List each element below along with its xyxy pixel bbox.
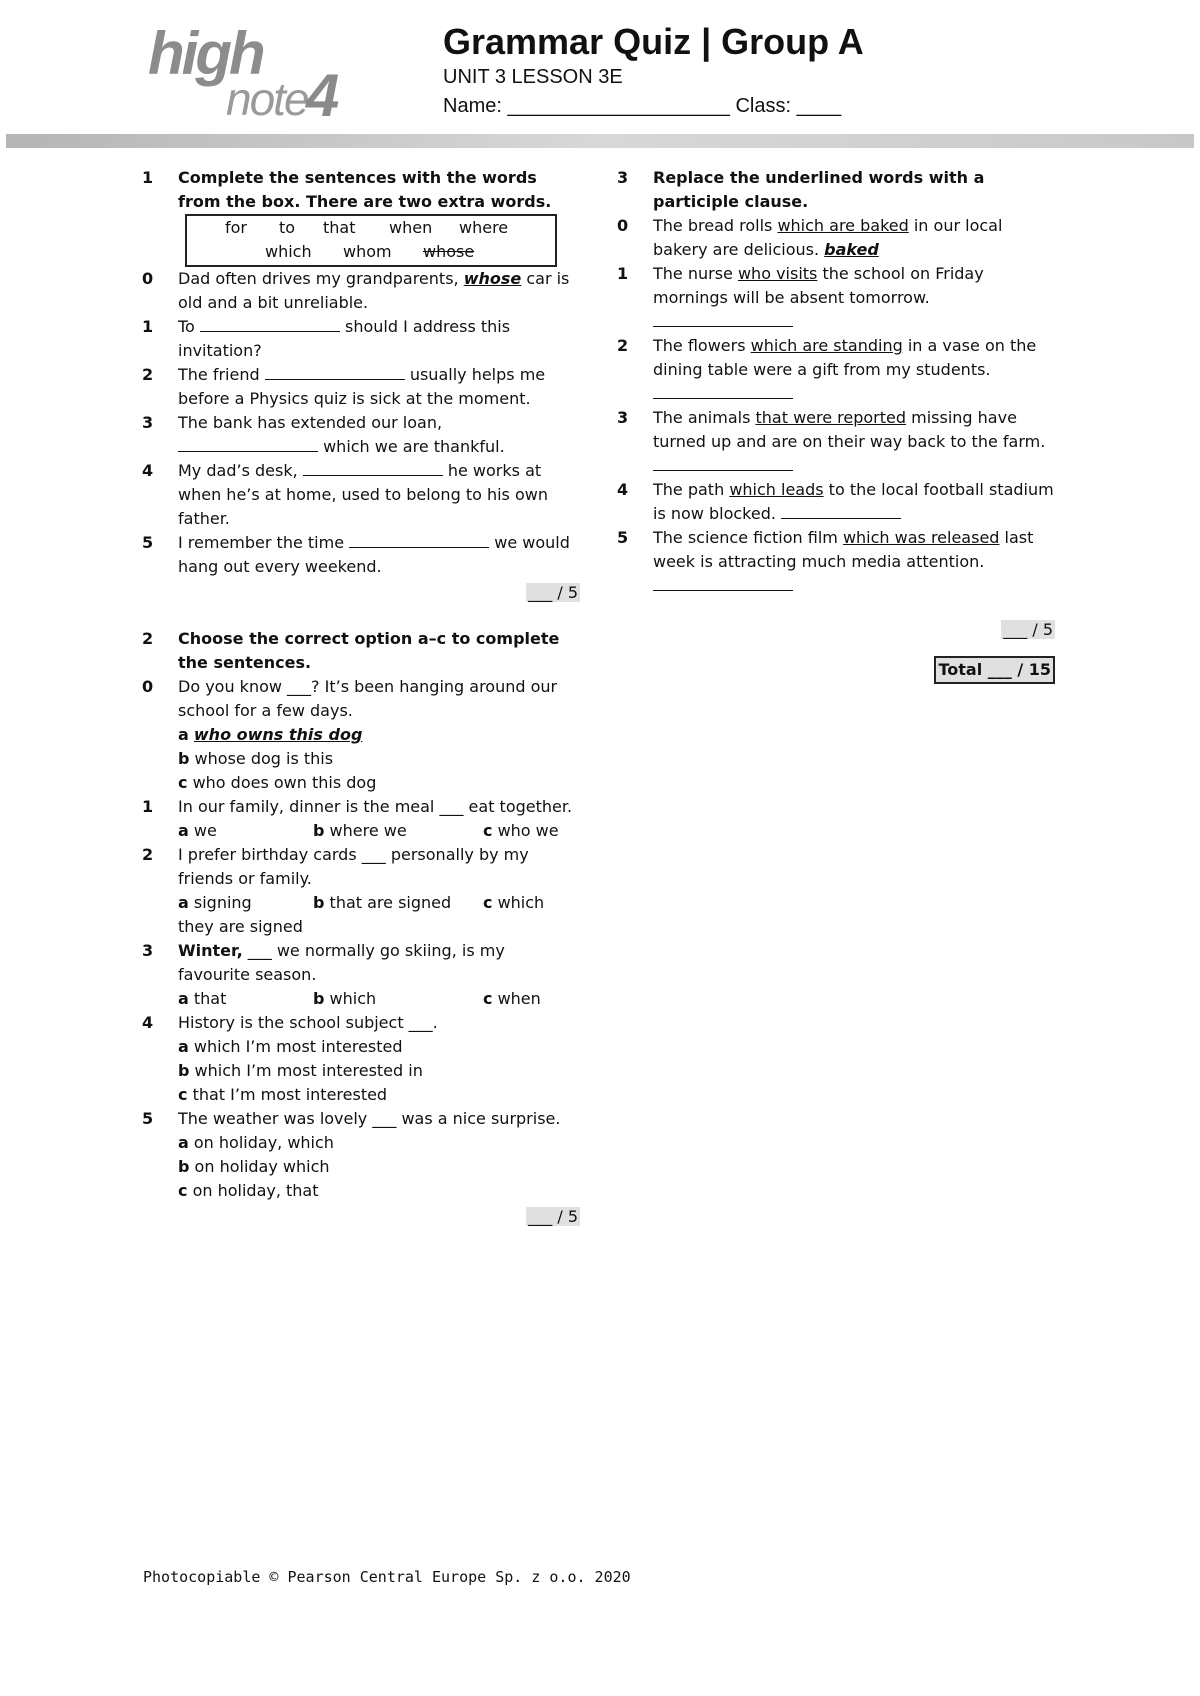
word-box: [185, 214, 557, 267]
option-a[interactable]: a signing: [178, 893, 252, 912]
list-item: 0 Do you know ___? It’s been hanging around our school for a few days. a who owns this dog b whose dog is this c who does own this dog: [142, 677, 558, 792]
list-item: 0 Dad often drives my grandparents, whose car is old and a bit unreliable.: [142, 269, 570, 312]
option-b[interactable]: b which I’m most interested in: [178, 1061, 423, 1080]
option-b[interactable]: b which: [313, 989, 377, 1008]
section-number: 2: [142, 629, 154, 648]
unit-label: UNIT 3 LESSON 3E: [443, 66, 623, 88]
section-instruction: Replace the underlined words with a participle clause.: [653, 168, 985, 211]
logo-part-note: note: [226, 73, 308, 125]
list-item: 5 I remember the time we would hang out every weekend.: [142, 533, 570, 576]
footer-copyright: Photocopiable © Pearson Central Europe Sp. z o.o. 2020: [143, 1568, 631, 1586]
name-class-line: Name: ____________________ Class: ____: [443, 95, 842, 117]
answer-blank[interactable]: [349, 531, 489, 548]
section-score: ___ / 5: [528, 583, 578, 602]
high-note-logo: [148, 20, 348, 134]
right-column: [615, 166, 1055, 684]
option-b[interactable]: b on holiday which: [178, 1157, 330, 1176]
answer-blank[interactable]: [265, 363, 405, 380]
option-a[interactable]: a on holiday, which: [178, 1133, 334, 1152]
word-box-item: where: [459, 218, 509, 237]
list-item: 4 My dad’s desk, he works at when he’s at home, used to belong to his own father.: [142, 461, 548, 528]
option-a[interactable]: a we: [178, 821, 217, 840]
list-item: 3 The animals that were reported missing have turned up and are on their way back to the farm.: [615, 406, 1055, 478]
option-c[interactable]: c on holiday, that: [178, 1181, 319, 1200]
logo-part-high: high: [148, 20, 263, 87]
left-column: [140, 166, 580, 1229]
section-number: 3: [617, 168, 629, 187]
word-box-item: that: [323, 218, 356, 237]
word-box-item: for: [225, 218, 247, 237]
example-answer: who owns this dog: [193, 725, 363, 744]
section-2-heading: [140, 627, 580, 675]
word-box-item: whom: [343, 242, 392, 261]
option-c[interactable]: c who we: [483, 821, 559, 840]
list-item: 3 The bank has extended our loan, which we are thankful.: [142, 413, 505, 456]
total-score: Total ___ / 15: [934, 656, 1055, 684]
option-c[interactable]: c when: [483, 989, 541, 1008]
list-item: 5 The weather was lovely ___ was a nice surprise. a on holiday, which b on holiday which c on holiday, that: [140, 1107, 580, 1203]
example-answer: whose: [463, 269, 522, 288]
answer-blank[interactable]: [653, 310, 793, 327]
list-item: 2 The friend usually helps me before a Physics quiz is sick at the moment.: [142, 365, 546, 408]
section-score: ___ / 5: [528, 1207, 578, 1226]
word-box-item: to: [279, 218, 296, 237]
answer-blank[interactable]: [653, 454, 793, 471]
option-a[interactable]: a that: [178, 989, 227, 1008]
answer-blank[interactable]: [178, 435, 318, 452]
answer-blank[interactable]: [653, 574, 793, 591]
word-box-item: which: [265, 242, 312, 261]
list-item: 4 The path which leads to the local football stadium is now blocked.: [617, 480, 1054, 523]
section-instruction: Choose the correct option a–c to complete the sentences.: [178, 629, 560, 672]
list-item: 2 I prefer birthday cards ___ personally by my friends or family. a signing b that are signed c which they are signed: [142, 845, 545, 936]
answer-blank[interactable]: [303, 459, 443, 476]
option-b[interactable]: b that are signed: [313, 893, 452, 912]
logo-part-4: 4: [306, 62, 340, 129]
option-c[interactable]: c which: [483, 893, 545, 912]
list-item: 0 The bread rolls which are baked in our local bakery are delicious. baked: [617, 216, 1003, 259]
answer-blank[interactable]: [200, 315, 340, 332]
option-c[interactable]: c that I’m most interested: [178, 1085, 388, 1104]
header-divider-band: [6, 134, 1194, 148]
example-answer: baked: [824, 240, 879, 259]
list-item: 4 History is the school subject ___. a which I’m most interested b which I’m most interested in c that I’m most interested: [140, 1011, 580, 1107]
section-3-heading: [615, 166, 1055, 214]
answer-blank[interactable]: [781, 502, 901, 519]
list-item: 3 Winter, ___ we normally go skiing, is my favourite season. a that b which c when: [140, 939, 580, 1011]
section-number: 1: [142, 168, 154, 187]
list-item: 1 To should I address this invitation?: [142, 317, 511, 360]
list-item: 5 The science fiction film which was released last week is attracting much media attention.: [615, 526, 1055, 598]
list-item: 2 The flowers which are standing in a vase on the dining table were a gift from my students.: [615, 334, 1055, 406]
answer-blank[interactable]: [653, 382, 793, 399]
list-item: 1 In our family, dinner is the meal ___ eat together. a we b where we c who we: [140, 795, 580, 843]
section-score: ___ / 5: [1003, 620, 1053, 639]
section-instruction: Complete the sentences with the words from the box. There are two extra words.: [178, 168, 552, 211]
word-box-item: when: [389, 218, 433, 237]
list-item: 1 The nurse who visits the school on Friday mornings will be absent tomorrow.: [615, 262, 1055, 334]
page-title: Grammar Quiz | Group A: [443, 21, 864, 62]
word-box-item-used: whose: [423, 242, 475, 261]
option-b[interactable]: b where we: [313, 821, 407, 840]
section-1-heading: [140, 166, 580, 214]
option-a[interactable]: a which I’m most interested: [178, 1037, 403, 1056]
